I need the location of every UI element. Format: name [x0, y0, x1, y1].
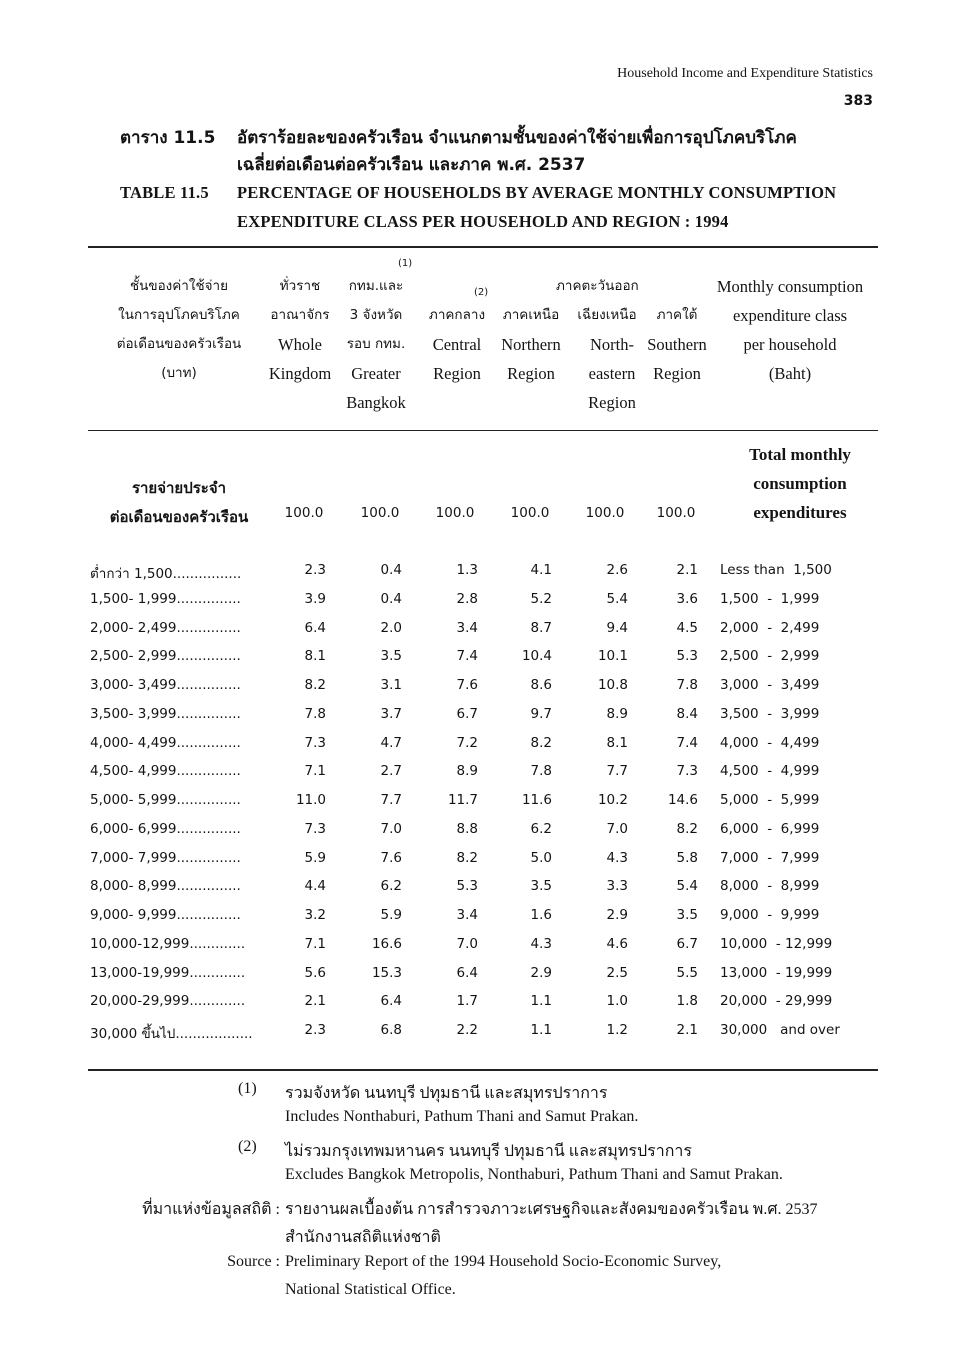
table-row	[0, 1022, 966, 1042]
row-value: 7.0	[456, 935, 478, 952]
table-row	[0, 936, 966, 956]
row-value: 9.4	[606, 619, 628, 636]
row-value: 1.1	[530, 1022, 552, 1038]
total-value: 100.0	[585, 505, 625, 521]
row-value: 8.7	[530, 619, 552, 636]
running-head: Household Income and Expenditure Statistics	[617, 66, 873, 81]
row-value: 6.7	[456, 705, 478, 722]
row-value: 1.0	[606, 993, 628, 1010]
col-header-northern: ภาคเหนือ Northern Region	[501, 307, 561, 383]
row-value: 8.1	[304, 648, 326, 665]
row-value: 3.7	[380, 705, 402, 722]
row-label-english: 4,500 - 4,999	[720, 763, 820, 780]
row-value: 5.3	[456, 878, 478, 895]
row-value: 3.4	[456, 907, 478, 923]
source-english-line-1: Preliminary Report of the 1994 Household Socio-Economic Survey,	[285, 1253, 722, 1270]
row-value: 3.5	[676, 907, 698, 923]
row-value: 2.5	[606, 964, 628, 981]
col-header-whole-kingdom: ทั่วราช อาณาจักร Whole Kingdom	[268, 278, 332, 383]
footnote-2-english: Excludes Bangkok Metropolis, Nonthaburi, Pathum Thani and Samut Prakan.	[285, 1166, 783, 1183]
row-value: 4.4	[304, 878, 326, 895]
row-value: 8.2	[530, 734, 552, 751]
row-label-thai: 3,000- 3,499...............	[90, 677, 241, 693]
row-value: 7.3	[676, 763, 698, 780]
row-value: 3.9	[304, 590, 326, 607]
row-value: 7.1	[304, 763, 326, 780]
row-value: 3.5	[380, 648, 402, 665]
row-value: 0.4	[380, 562, 402, 578]
total-label-english: Total monthly consumption expenditures	[749, 445, 851, 522]
row-value: 3.4	[456, 619, 478, 636]
row-value: 10.2	[597, 792, 628, 808]
row-value: 3.2	[304, 907, 326, 923]
table-row	[0, 907, 966, 927]
row-value: 3.1	[380, 677, 402, 693]
bottom-rule	[88, 1069, 878, 1071]
row-label-english: 30,000 and over	[720, 1022, 840, 1038]
footnote-marker-2: (2)	[474, 287, 489, 298]
row-value: 9.7	[530, 705, 552, 722]
row-value: 7.6	[380, 849, 402, 866]
row-value: 2.1	[304, 993, 326, 1010]
row-label-thai: 2,500- 2,999...............	[90, 648, 241, 665]
row-value: 8.2	[304, 677, 326, 693]
table-row	[0, 706, 966, 726]
source-thai-line-2: สำนักงานสถิติแห่งชาติ	[285, 1229, 441, 1246]
row-label-english: 2,500 - 2,999	[720, 648, 820, 665]
row-label-english: 3,000 - 3,499	[720, 677, 820, 693]
table-row	[0, 763, 966, 783]
row-value: 1.8	[676, 993, 698, 1010]
top-rule	[88, 246, 878, 248]
footnote-2-marker: (2)	[238, 1138, 257, 1155]
source-english-line-2: National Statistical Office.	[285, 1281, 456, 1298]
row-value: 7.0	[380, 820, 402, 837]
thai-title-line-1: อัตราร้อยละของครัวเรือน จำแนกตามชั้นของค่าใช้จ่ายเพื่อการอุปโภคบริโภค	[237, 128, 797, 148]
row-value: 15.3	[371, 964, 402, 981]
row-value: 7.1	[304, 935, 326, 952]
col-header-greater-bangkok: กทม.และ 3 จังหวัด รอบ กทม. Greater Bangkok	[346, 278, 406, 412]
row-value: 11.6	[521, 792, 552, 808]
row-label-english: 8,000 - 8,999	[720, 878, 820, 895]
row-value: 1.7	[456, 993, 478, 1010]
row-value: 8.2	[676, 820, 698, 837]
row-value: 7.4	[676, 734, 698, 751]
thai-table-number: ตาราง 11.5	[120, 128, 216, 148]
row-value: 5.9	[304, 849, 326, 866]
row-value: 5.4	[676, 878, 698, 895]
row-value: 7.7	[606, 763, 628, 780]
table-row	[0, 591, 966, 611]
row-value: 5.6	[304, 964, 326, 981]
row-value: 7.8	[676, 677, 698, 693]
row-value: 4.3	[530, 935, 552, 952]
row-label-thai: 6,000- 6,999...............	[90, 820, 241, 837]
row-value: 4.5	[676, 619, 698, 636]
row-value: 2.8	[456, 590, 478, 607]
source-label-english: Source :	[227, 1253, 280, 1270]
row-label-english: 1,500 - 1,999	[720, 590, 820, 607]
row-value: 4.7	[380, 734, 402, 751]
row-label-english: 4,000 - 4,499	[720, 734, 820, 751]
row-value: 2.3	[304, 562, 326, 578]
footnote-2-thai: ไม่รวมกรุงเทพมหานคร นนทบุรี ปทุมธานี และสมุทรปราการ	[285, 1143, 692, 1160]
row-value: 5.0	[530, 849, 552, 866]
row-value: 1.1	[530, 993, 552, 1010]
row-label-english: 9,000 - 9,999	[720, 907, 820, 923]
row-value: 3.6	[676, 590, 698, 607]
row-value: 7.8	[530, 763, 552, 780]
row-value: 2.1	[676, 1022, 698, 1038]
row-label-english: Less than 1,500	[720, 562, 832, 578]
row-value: 8.9	[456, 763, 478, 780]
row-value: 7.6	[456, 677, 478, 693]
row-label-english: 20,000 - 29,999	[720, 993, 833, 1010]
row-value: 2.9	[606, 907, 628, 923]
row-value: 2.9	[530, 964, 552, 981]
row-label-thai: 2,000- 2,499...............	[90, 619, 241, 636]
row-label-english: 2,000 - 2,499	[720, 619, 820, 636]
total-value: 100.0	[435, 505, 475, 521]
row-value: 10.1	[597, 648, 628, 665]
row-value: 3.3	[606, 878, 628, 895]
table-row	[0, 735, 966, 755]
row-value: 8.4	[676, 705, 698, 722]
row-value: 11.0	[295, 792, 326, 808]
row-value: 8.9	[606, 705, 628, 722]
row-label-thai: 3,500- 3,999...............	[90, 705, 241, 722]
row-value: 7.3	[304, 820, 326, 837]
row-value: 2.1	[676, 562, 698, 578]
row-value: 4.1	[530, 562, 552, 578]
row-label-thai: 13,000-19,999.............	[90, 964, 246, 981]
row-label-thai: 4,000- 4,499...............	[90, 734, 241, 751]
row-value: 6.4	[304, 619, 326, 636]
row-label-thai: 4,500- 4,999...............	[90, 763, 241, 780]
total-value: 100.0	[284, 505, 324, 521]
row-value: 7.7	[380, 792, 402, 808]
row-value: 4.6	[606, 935, 628, 952]
row-value: 16.6	[371, 935, 402, 952]
row-value: 6.2	[530, 820, 552, 837]
row-value: 2.0	[380, 619, 402, 636]
row-value: 14.6	[667, 792, 698, 808]
row-value: 5.8	[676, 849, 698, 866]
header-rule	[88, 430, 878, 431]
row-value: 2.7	[380, 763, 402, 780]
row-label-thai: ต่ำกว่า 1,500................	[90, 566, 242, 582]
thai-title-line-2: เฉลี่ยต่อเดือนต่อครัวเรือน และภาค พ.ศ. 2537	[237, 155, 586, 175]
row-value: 5.5	[676, 964, 698, 981]
table-row	[0, 878, 966, 898]
table-row	[0, 677, 966, 697]
col-header-northeastern: ภาคตะวันออก เฉียงเหนือ North- eastern Region	[556, 278, 639, 412]
english-title-line-1: PERCENTAGE OF HOUSEHOLDS BY AVERAGE MONTHLY CONSUMPTION	[237, 183, 837, 202]
row-value: 8.1	[606, 734, 628, 751]
row-label-english: 7,000 - 7,999	[720, 849, 820, 866]
table-row	[0, 850, 966, 870]
table-row	[0, 648, 966, 668]
row-value: 2.3	[304, 1022, 326, 1038]
row-value: 6.8	[380, 1022, 402, 1038]
row-value: 7.8	[304, 705, 326, 722]
english-table-number: TABLE 11.5	[120, 183, 209, 202]
table-row	[0, 792, 966, 812]
row-value: 8.2	[456, 849, 478, 866]
row-value: 10.8	[597, 677, 628, 693]
row-value: 11.7	[447, 792, 478, 808]
row-value: 1.3	[456, 562, 478, 578]
row-value: 2.6	[606, 562, 628, 578]
row-label-english: 13,000 - 19,999	[720, 964, 833, 981]
row-value: 5.2	[530, 590, 552, 607]
row-value: 1.2	[606, 1022, 628, 1038]
row-label-english: 6,000 - 6,999	[720, 820, 820, 837]
english-title-line-2: EXPENDITURE CLASS PER HOUSEHOLD AND REGION : 1994	[237, 212, 729, 231]
row-value: 7.2	[456, 734, 478, 751]
table-row	[0, 993, 966, 1013]
row-value: 7.3	[304, 734, 326, 751]
col-header-southern: ภาคใต้ Southern Region	[647, 307, 707, 383]
row-value: 5.3	[676, 648, 698, 665]
row-label-thai: 30,000 ขึ้นไป..................	[90, 1026, 253, 1042]
row-label-english: 3,500 - 3,999	[720, 705, 820, 722]
row-value: 0.4	[380, 590, 402, 607]
row-value: 6.4	[456, 964, 478, 981]
row-label-thai: 7,000- 7,999...............	[90, 849, 241, 866]
row-value: 8.6	[530, 677, 552, 693]
footnote-1-thai: รวมจังหวัด นนทบุรี ปทุมธานี และสมุทรปราการ	[285, 1085, 608, 1102]
footnote-1-marker: (1)	[238, 1080, 257, 1097]
table-row	[0, 620, 966, 640]
row-value: 4.3	[606, 849, 628, 866]
col-header-central: ภาคกลาง Central Region	[428, 307, 486, 383]
row-value: 5.9	[380, 907, 402, 923]
row-value: 8.8	[456, 820, 478, 837]
row-label-thai: 9,000- 9,999...............	[90, 907, 241, 923]
footnote-marker-1: (1)	[398, 258, 413, 269]
row-label-thai: 1,500- 1,999...............	[90, 590, 241, 607]
footnote-1-english: Includes Nonthaburi, Pathum Thani and Samut Prakan.	[285, 1108, 639, 1125]
row-label-thai: 5,000- 5,999...............	[90, 792, 241, 808]
page-number: 383	[843, 93, 873, 109]
row-value: 7.0	[606, 820, 628, 837]
table-row	[0, 821, 966, 841]
row-value: 1.6	[530, 907, 552, 923]
row-value: 6.4	[380, 993, 402, 1010]
table-row	[0, 562, 966, 582]
source-thai-line-1: รายงานผลเบื้องต้น การสำรวจภาวะเศรษฐกิจและสังคมของครัวเรือน พ.ศ. 2537	[285, 1201, 818, 1218]
total-value: 100.0	[510, 505, 550, 521]
row-label-english: 10,000 - 12,999	[720, 935, 833, 952]
stub-header-thai: ชั้นของค่าใช้จ่าย ในการอุปโภคบริโภค ต่อเดือนของครัวเรือน (บาท)	[116, 278, 242, 381]
row-value: 5.4	[606, 590, 628, 607]
row-label-thai: 10,000-12,999.............	[90, 935, 246, 952]
row-value: 7.4	[456, 648, 478, 665]
total-value: 100.0	[656, 505, 696, 521]
row-value: 2.2	[456, 1022, 478, 1038]
row-value: 6.2	[380, 878, 402, 895]
row-label-english: 5,000 - 5,999	[720, 792, 820, 808]
source-label-thai: ที่มาแห่งข้อมูลสถิติ :	[142, 1201, 280, 1218]
stub-header-english: Monthly consumption expenditure class per household (Baht)	[716, 277, 864, 383]
row-label-thai: 20,000-29,999.............	[90, 993, 246, 1010]
table-row	[0, 965, 966, 985]
row-label-thai: 8,000- 8,999...............	[90, 878, 241, 895]
row-value: 6.7	[676, 935, 698, 952]
row-value: 3.5	[530, 878, 552, 895]
total-label-thai: รายจ่ายประจำ ต่อเดือนของครัวเรือน	[109, 479, 249, 526]
total-value: 100.0	[360, 505, 400, 521]
row-value: 10.4	[521, 648, 552, 665]
